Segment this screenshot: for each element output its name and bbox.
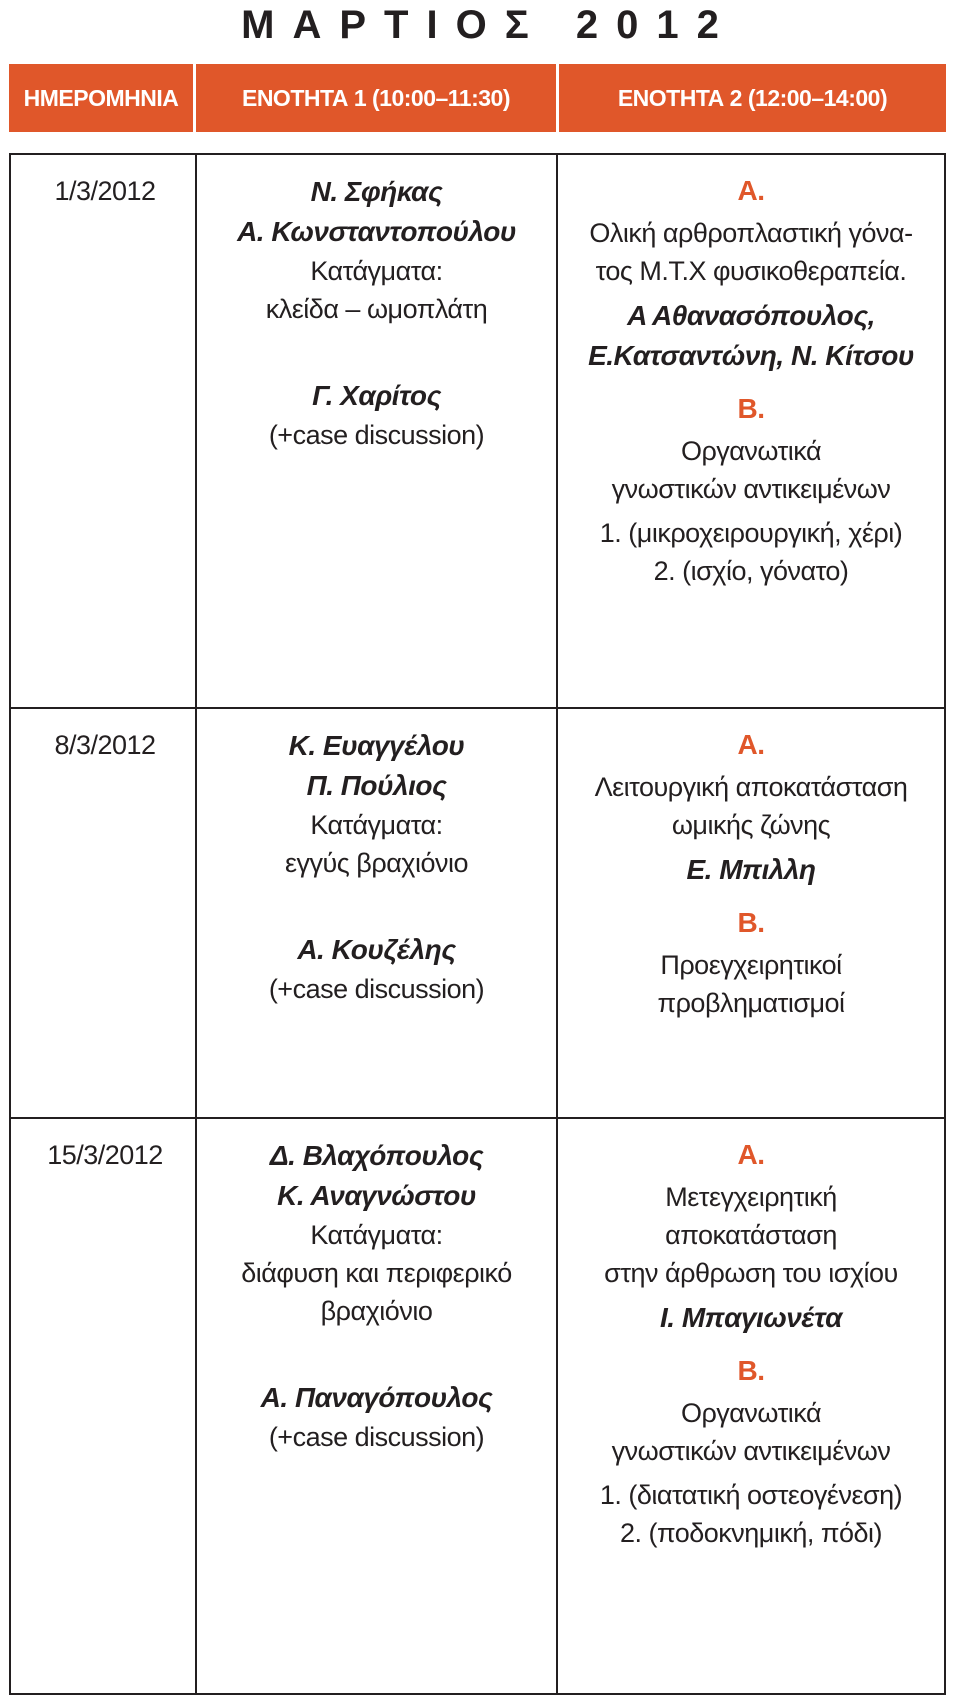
speaker-name: Ε. Μπιλλη — [686, 854, 816, 885]
topic-line: Οργανωτικά — [680, 1398, 822, 1428]
case-discussion-note: (+case discussion) — [268, 1422, 485, 1452]
topic-line: κλείδα – ωμοπλάτη — [265, 294, 488, 324]
date-cell: 1/3/2012 — [54, 176, 156, 206]
speaker-name: Γ. Χαρίτος — [312, 380, 441, 411]
list-item: 1. (μικροχειρουργική, χέρι) — [599, 518, 903, 548]
topic-line: Οργανωτικά — [680, 436, 822, 466]
header-date: ΗΜΕΡΟΜΗΝΙΑ — [23, 84, 179, 111]
list-item: 2. (ποδοκνημική, πόδι) — [619, 1518, 883, 1548]
speaker-name: Κ. Αναγνώστου — [277, 1180, 476, 1211]
speaker-name: Ε.Κατσαντώνη, Ν. Κίτσου — [588, 340, 914, 371]
speaker-name: Ν. Σφήκας — [310, 176, 443, 207]
speaker-name: Π. Πούλιος — [306, 770, 447, 801]
table-row — [11, 155, 944, 707]
table-header — [9, 64, 946, 132]
topic-line: τος Μ.Τ.Χ φυσικοθεραπεία. — [595, 256, 907, 286]
header-session-2: ΕΝΟΤΗΤΑ 2 (12:00–14:00) — [556, 64, 946, 132]
topic-line: Κατάγματα: — [310, 256, 443, 286]
table-row — [11, 707, 944, 1117]
topic-line: Λειτουργική αποκατάσταση — [594, 772, 908, 802]
session-2-cell — [556, 1119, 944, 1693]
date-cell: 15/3/2012 — [47, 1140, 163, 1170]
speaker-name: Ι. Μπαγιωνέτα — [660, 1302, 842, 1333]
topic-line: Μετεγχειρητική — [665, 1182, 837, 1212]
list-item: 1. (διατατική οστεογένεση) — [599, 1480, 903, 1510]
topic-line: προβληματισμοί — [657, 988, 845, 1018]
session-2-cell — [556, 709, 944, 1117]
table-row — [11, 1117, 944, 1693]
header-session-1: ΕΝΟΤΗΤΑ 1 (10:00–11:30) — [193, 64, 556, 132]
list-item: 2. (ισχίο, γόνατο) — [653, 556, 849, 586]
topic-line: γνωστικών αντικειμένων — [611, 1436, 891, 1466]
speaker-name: Α Αθανασόπουλος, — [627, 300, 875, 331]
section-letter-a: Α. — [737, 175, 765, 206]
section-letter-b: Β. — [737, 393, 765, 424]
topic-line: στην άρθρωση του ισχίου — [604, 1258, 898, 1288]
session-2-cell — [556, 155, 944, 707]
case-discussion-note: (+case discussion) — [268, 420, 485, 450]
section-letter-a: Α. — [737, 729, 765, 760]
topic-line: Κατάγματα: — [310, 810, 443, 840]
session-1-cell — [195, 709, 556, 1117]
schedule-table — [9, 153, 946, 1695]
speaker-name: Κ. Ευαγγέλου — [288, 730, 465, 761]
speaker-name: Α. Κουζέλης — [297, 934, 456, 965]
topic-line: αποκατάσταση — [665, 1220, 837, 1250]
topic-line: διάφυση και περιφερικό — [241, 1258, 512, 1288]
session-1-cell — [195, 155, 556, 707]
section-letter-a: Α. — [737, 1139, 765, 1170]
topic-line: βραχιόνιο — [320, 1296, 433, 1326]
page-title: ΜΑΡΤΙΟΣ 2012 — [241, 3, 737, 47]
section-letter-b: Β. — [737, 907, 765, 938]
speaker-name: Α. Κωνσταντοπούλου — [237, 216, 516, 247]
date-cell: 8/3/2012 — [54, 730, 156, 760]
session-1-cell — [195, 1119, 556, 1693]
topic-line: εγγύς βραχιόνιο — [284, 848, 469, 878]
topic-line: ωμικής ζώνης — [671, 810, 831, 840]
topic-line: Ολική αρθροπλαστική γόνα- — [589, 218, 913, 248]
section-letter-b: Β. — [737, 1355, 765, 1386]
topic-line: Προεγχειρητικοί — [660, 950, 842, 980]
topic-line: γνωστικών αντικειμένων — [611, 474, 891, 504]
speaker-name: Δ. Βλαχόπουλος — [269, 1140, 484, 1171]
speaker-name: Α. Παναγόπουλος — [260, 1382, 493, 1413]
topic-line: Κατάγματα: — [310, 1220, 443, 1250]
case-discussion-note: (+case discussion) — [268, 974, 485, 1004]
